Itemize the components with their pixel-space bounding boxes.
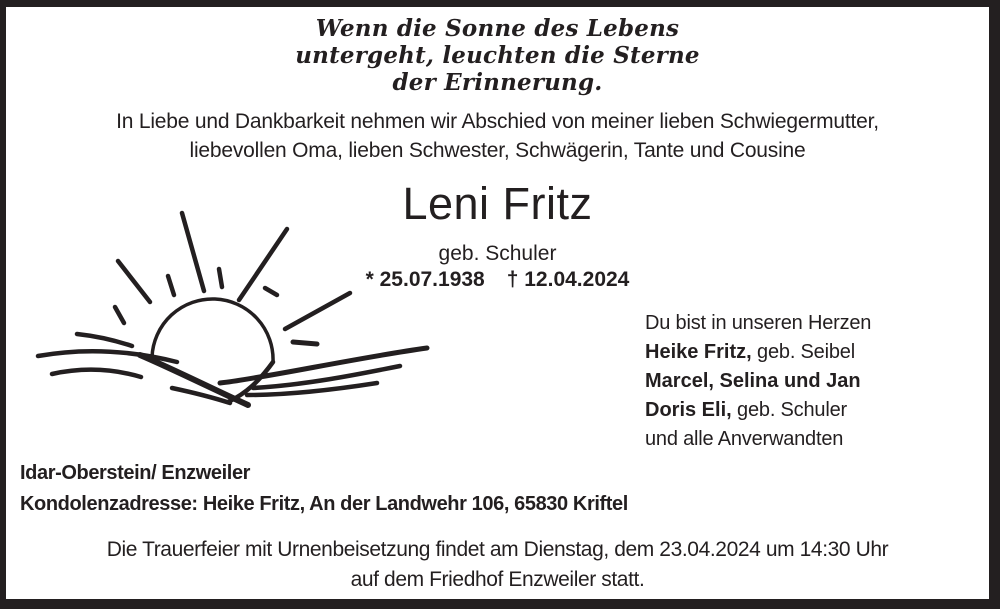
intro-line-1: In Liebe und Dankbarkeit nehmen wir Abschied von meiner lieben Schwiegermutter, (116, 110, 879, 133)
residence-line: Idar-Oberstein/ Enzweiler (20, 462, 251, 484)
condolence-address-line: Kondolenzadresse: Heike Fritz, An der Landwehr 106, 65830 Kriftel (20, 493, 628, 515)
birth-date: * 25.07.1938 (365, 268, 485, 291)
mourners-line-2 (645, 338, 871, 367)
epitaph-line-2: untergeht, leuchten die Sterne (295, 42, 700, 69)
mourners-line-5: und alle Anverwandten (645, 428, 844, 450)
mourner-heike-maiden: geb. Seibel (751, 341, 855, 363)
epitaph-line-1: Wenn die Sonne des Lebens (315, 15, 680, 42)
mourner-doris-maiden: geb. Schuler (731, 399, 847, 421)
mourner-name-heike: Heike Fritz, (645, 341, 752, 363)
setting-sun-icon (25, 195, 435, 445)
maiden-name: geb. Schuler (438, 242, 557, 265)
mourners-line-3 (645, 367, 871, 396)
funeral-line-2: auf dem Friedhof Enzweiler statt. (350, 568, 645, 591)
address-block (20, 458, 628, 520)
death-date: † 12.04.2024 (506, 268, 630, 291)
funeral-info (6, 535, 989, 595)
mourners-block (645, 309, 871, 454)
mourner-names-children: Marcel, Selina und Jan (645, 370, 861, 392)
funeral-line-1: Die Trauerfeier mit Urnenbeisetzung findet am Dienstag, dem 23.04.2024 um 14:30 Uhr (106, 538, 889, 561)
epitaph-quote (6, 15, 989, 96)
mourner-name-doris: Doris Eli, (645, 399, 732, 421)
intro-line-2: liebevollen Oma, lieben Schwester, Schwägerin, Tante und Cousine (189, 139, 806, 162)
mourners-line-1: Du bist in unseren Herzen (645, 312, 872, 334)
intro-text (6, 107, 989, 165)
deceased-name: Leni Fritz (402, 178, 593, 229)
epitaph-line-3: der Erinnerung. (392, 69, 603, 96)
mourners-line-4 (645, 396, 871, 425)
